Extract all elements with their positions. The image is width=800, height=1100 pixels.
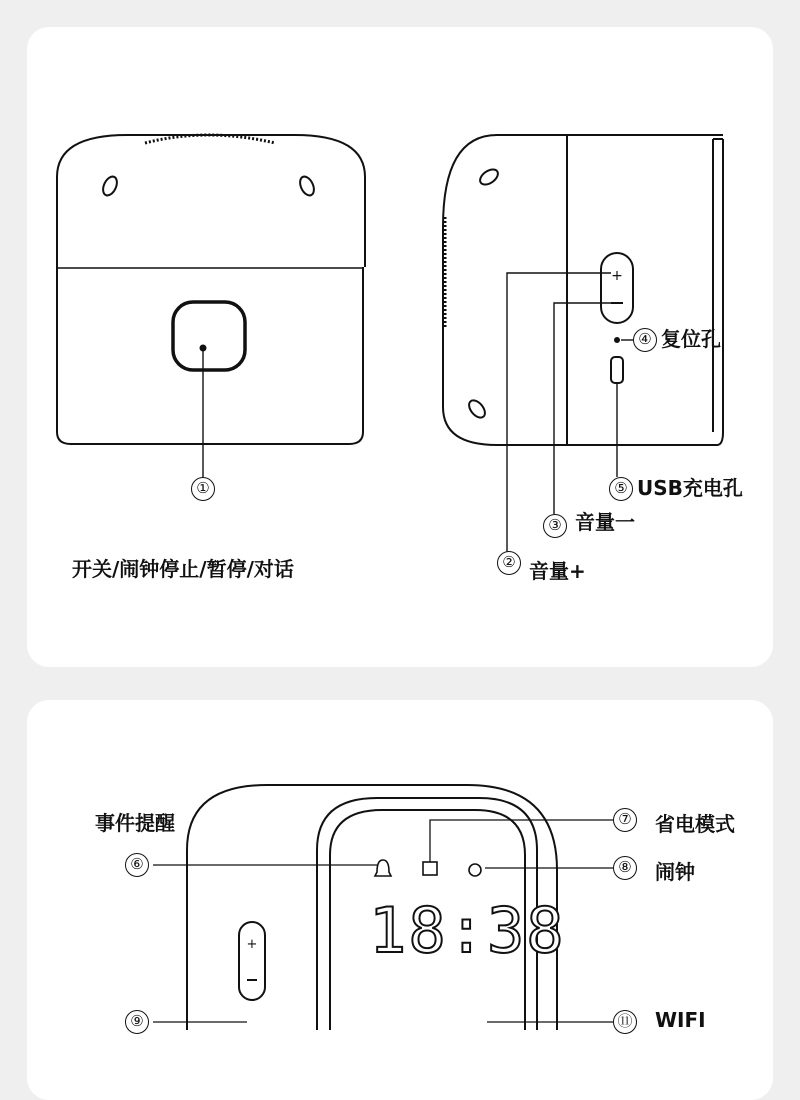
callout-11-label: WIFI [655, 1008, 706, 1032]
device-panel-bottom [27, 700, 773, 1100]
alarm-clock-icon [469, 864, 481, 876]
callout-3-number: ③ [543, 514, 567, 538]
callout-8-label: 闹钟 [655, 860, 695, 884]
svg-text:+: + [246, 937, 258, 952]
callout-6-number: ⑥ [125, 853, 149, 877]
callout-7-number: ⑦ [613, 808, 637, 832]
callout-1-label: 开关/闹钟停止/暂停/对话 [72, 557, 294, 581]
callout-9-number: ⑨ [125, 1010, 149, 1034]
callout-11-number: ⑪ [613, 1010, 637, 1034]
callout-5-number: ⑤ [609, 477, 633, 501]
svg-text:+: + [611, 268, 623, 284]
clock-display: 18:38 [369, 894, 566, 967]
callout-8-number: ⑧ [613, 856, 637, 880]
callout-2-label: 音量+ [529, 559, 586, 583]
callout-3-label: 音量一 [575, 510, 635, 534]
event-reminder-label: 事件提醒 [95, 811, 175, 835]
device-panel-top [27, 27, 773, 667]
callout-5-label: USB充电孔 [637, 476, 743, 500]
event-bell-icon [375, 860, 391, 876]
callout-7-label: 省电模式 [655, 812, 735, 836]
front-view [57, 135, 365, 477]
callout-1-number: ① [191, 477, 215, 501]
callout-4-label: 复位孔 [661, 327, 721, 351]
power-save-icon [423, 862, 437, 875]
callout-2-number: ② [497, 551, 521, 575]
callout-4-number: ④ [633, 328, 657, 352]
